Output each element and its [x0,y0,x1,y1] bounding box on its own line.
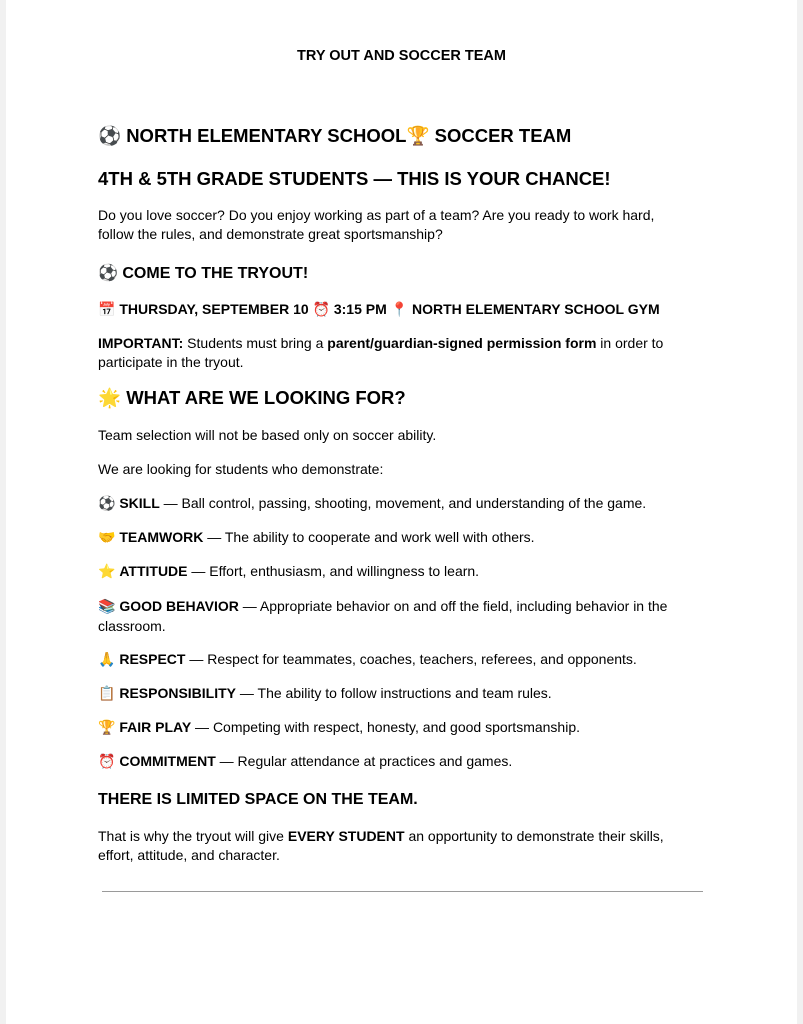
criteria-name: RESPECT [119,651,186,667]
every-student-text: EVERY STUDENT [287,828,405,844]
closing-text-post: an opportunity to demonstrate their skills, effort, attitude, and character. [98,828,664,863]
criteria-item-attitude [98,562,688,582]
criteria-item-respect [98,650,688,670]
school-team-heading [98,125,571,147]
tryout-heading-text: COME TO THE TRYOUT! [122,265,309,282]
criteria-lead: We are looking for students who demonstrate: [98,461,384,477]
criteria-item-teamwork [98,528,688,548]
clipboard-icon: 📋 [98,686,116,702]
criteria-desc: — Respect for teammates, coaches, teachers, referees, and opponents. [185,651,637,667]
books-icon: 📚 [98,599,116,615]
document-title: TRY OUT AND SOCCER TEAM [297,48,506,64]
star-icon: 🌟 [98,388,122,409]
criteria-desc: — The ability to cooperate and work well with others. [203,529,535,545]
criteria-name: ATTITUDE [119,563,188,579]
criteria-name: FAIR PLAY [119,719,192,735]
limited-space-heading: THERE IS LIMITED SPACE ON THE TEAM. [98,791,418,808]
permission-form-text: parent/guardian-signed permission form [327,335,597,351]
important-text-post: in order to participate in the tryout. [98,335,664,370]
folded-hands-icon: 🙏 [98,652,116,668]
tryout-location: NORTH ELEMENTARY SCHOOL GYM [412,301,660,317]
school-name: NORTH ELEMENTARY SCHOOL [126,125,407,146]
tryout-date: THURSDAY, SEPTEMBER 10 [119,301,309,317]
document-page [6,0,797,1024]
soccer-ball-icon: ⚽ [98,496,116,512]
closing-paragraph [98,827,688,865]
criteria-name: SKILL [119,495,160,511]
looking-for-heading-text: WHAT ARE WE LOOKING FOR? [126,387,406,408]
tryout-details [98,300,688,320]
important-note [98,334,688,372]
intro-paragraph: Do you love soccer? Do you enjoy working as part of a team? Are you ready to work hard, follow the rules, and demonstrate great sportsmanship? [98,207,655,242]
closing-text-pre: That is why the tryout will give [98,828,288,844]
alarm-clock-icon: ⏰ [312,302,330,318]
soccer-ball-icon: ⚽ [98,126,122,147]
tryout-heading [98,263,308,283]
soccer-ball-icon: ⚽ [98,263,118,282]
selection-note: Team selection will not be based only on soccer ability. [98,427,437,443]
criteria-desc: — Appropriate behavior on and off the field, including behavior in the classroom. [98,598,668,634]
criteria-desc: — Effort, enthusiasm, and willingness to learn. [187,563,480,579]
criteria-name: TEAMWORK [119,529,204,545]
criteria-desc: — Competing with respect, honesty, and good sportsmanship. [191,719,581,735]
criteria-item-responsibility [98,684,688,704]
criteria-desc: — Ball control, passing, shooting, movement, and understanding of the game. [159,495,647,511]
important-label: IMPORTANT: [98,335,184,351]
criteria-name: COMMITMENT [119,753,216,769]
tryout-time: 3:15 PM [333,301,387,317]
important-text-pre: Students must bring a [183,335,328,351]
criteria-name: RESPONSIBILITY [119,685,237,701]
alarm-clock-icon: ⏰ [98,754,116,770]
star-icon: ⭐ [98,564,116,580]
criteria-item-fair-play [98,718,688,738]
criteria-desc: — The ability to follow instructions and team rules. [236,685,552,701]
location-pin-icon: 📍 [390,302,409,318]
trophy-icon: 🏆 [98,720,116,736]
soccer-team-label: SOCCER TEAM [429,125,572,146]
grade-headline: 4TH & 5TH GRADE STUDENTS — THIS IS YOUR CHANCE! [98,168,611,189]
criteria-desc: — Regular attendance at practices and games. [215,753,513,769]
criteria-item-good-behavior [98,597,688,636]
horizontal-divider [102,891,703,892]
looking-for-heading [98,387,406,409]
handshake-icon: 🤝 [98,530,116,546]
criteria-item-commitment [98,752,688,772]
calendar-icon: 📅 [98,302,116,318]
criteria-item-skill [98,494,688,514]
criteria-name: GOOD BEHAVIOR [119,598,239,614]
trophy-icon: 🏆 [406,126,430,147]
